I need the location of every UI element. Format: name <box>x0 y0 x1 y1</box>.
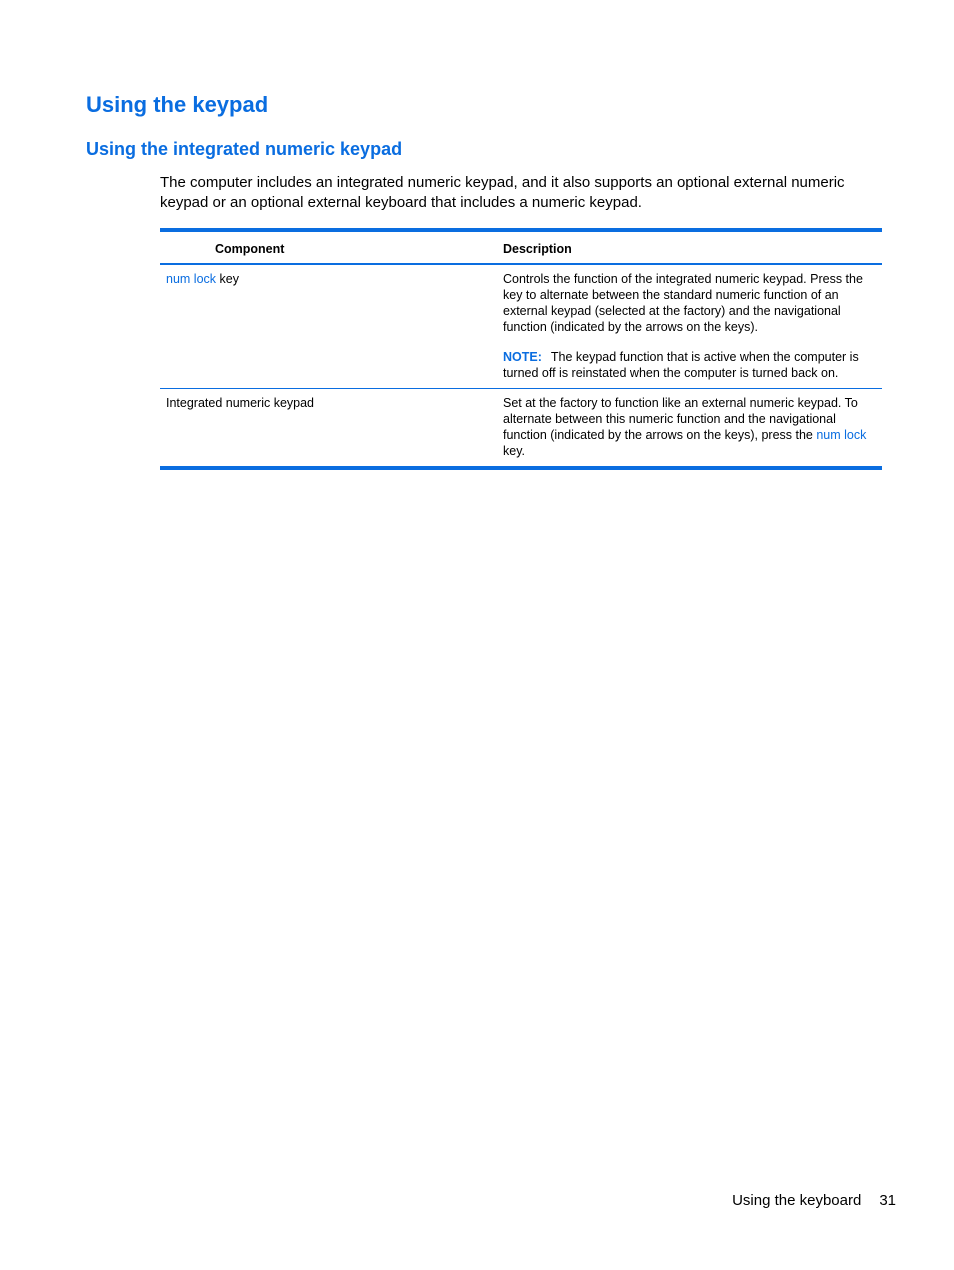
intro-paragraph: The computer includes an integrated numeric keypad, and it also supports an optional external numeric keypad or an optional external keyboard that includes a numeric keypad. <box>160 174 845 211</box>
section-title: Using the integrated numeric keypad <box>86 139 403 159</box>
note-label: NOTE: <box>503 350 542 365</box>
cell-description <box>503 271 878 382</box>
note-text: The keypad function that is active when the computer is turned off is reinstated when the computer is turned back on. <box>503 350 859 381</box>
cell-component <box>166 271 486 287</box>
component-suffix: key <box>216 272 239 286</box>
component-table <box>160 228 882 470</box>
table-bottom-rule <box>160 466 882 470</box>
num-lock-link[interactable]: num lock <box>166 272 217 286</box>
note-block <box>503 349 878 381</box>
header-component: Component <box>215 242 285 256</box>
table-row <box>160 389 882 466</box>
description-text: Controls the function of the integrated numeric keypad. Press the key to alternate between the standard numeric function of an external keypad (selected at the factory) and the navigational function (indicated by the arrows on the keys). <box>503 272 863 335</box>
page-footer <box>732 1191 896 1211</box>
page-title: Using the keypad <box>86 92 269 117</box>
header-description: Description <box>503 242 572 256</box>
cell-description <box>503 395 878 459</box>
table-header-row <box>160 232 882 263</box>
page-number: 31 <box>879 1192 896 1209</box>
description-suffix: key. <box>503 444 525 459</box>
table-row <box>160 265 882 388</box>
description-text: Set at the factory to function like an external numeric keypad. To alternate between this numeric function and the navigational function (indicated by the arrows on the keys), press the <box>503 396 858 443</box>
footer-section-title: Using the keyboard <box>732 1192 862 1209</box>
num-lock-link[interactable]: num lock <box>816 428 867 443</box>
cell-component: Integrated numeric keypad <box>166 396 315 410</box>
